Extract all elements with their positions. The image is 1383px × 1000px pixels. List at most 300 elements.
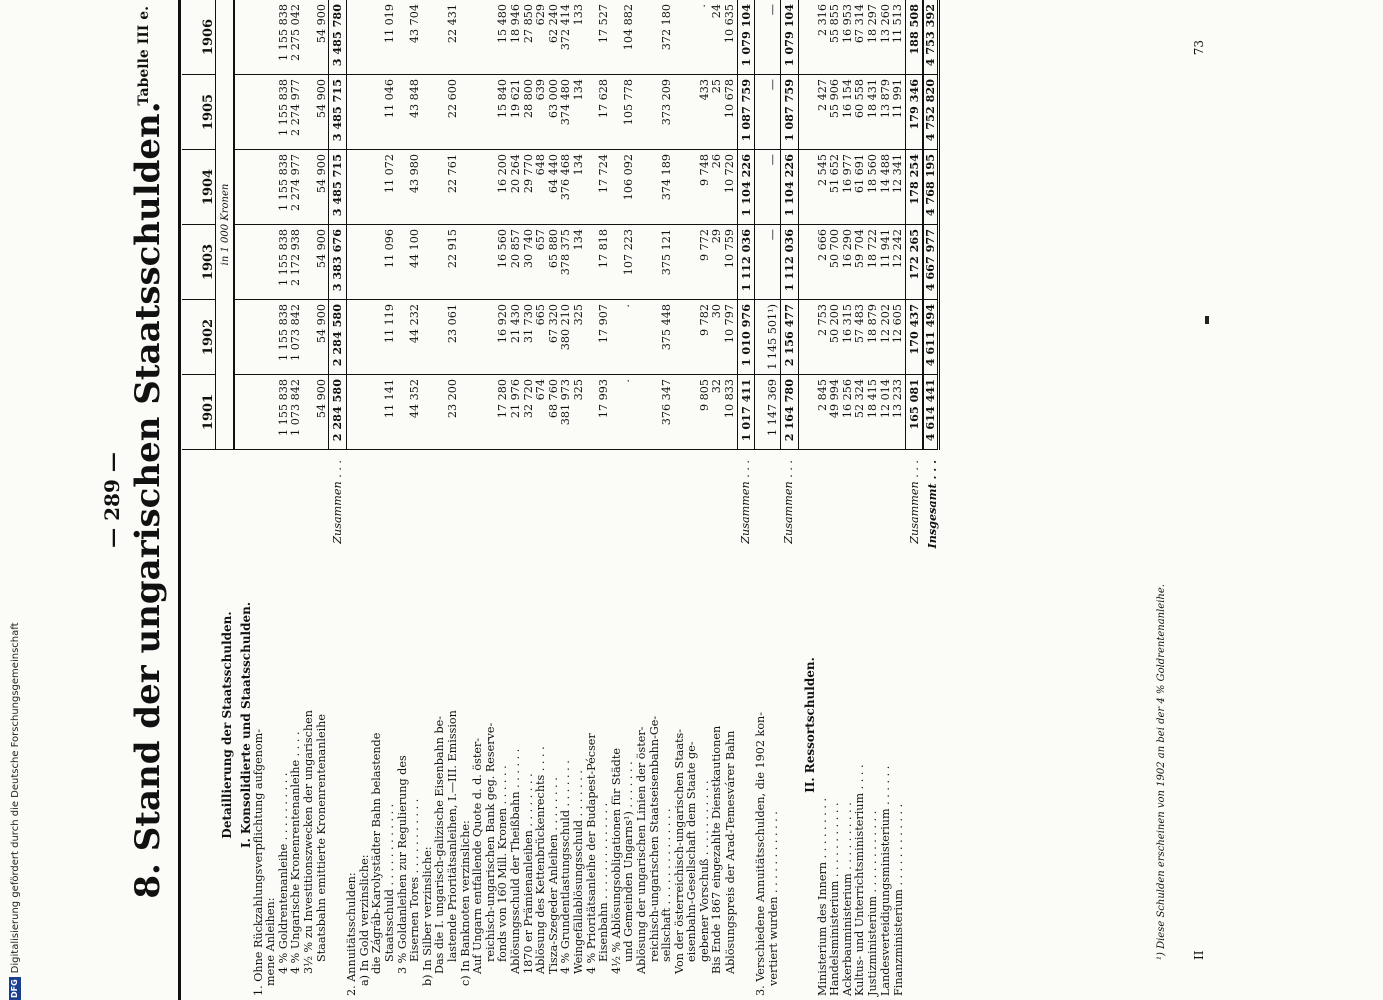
value-cell: 376 468 xyxy=(560,150,573,225)
row-label: Zusammen . . . xyxy=(329,450,347,1000)
value-cell: 30 740 xyxy=(523,225,536,300)
value-cell: 65 880 xyxy=(548,225,561,300)
value-cell: 11 991 xyxy=(892,75,905,150)
value-cell: 2 845 xyxy=(817,375,830,450)
value-cell: 16 256 xyxy=(842,375,855,450)
value-cell: 170 437 xyxy=(905,300,923,375)
value-cell: 16 290 xyxy=(842,225,855,300)
row-label: b) In Silber verzinsliche: xyxy=(422,450,435,1000)
value-cell: 178 254 xyxy=(905,150,923,225)
value-cell: 17 527 xyxy=(597,4,611,44)
table-row xyxy=(767,0,780,1000)
value-cell xyxy=(422,300,435,375)
value-cell: 374 189 xyxy=(661,150,674,225)
value-cell: 16 154 xyxy=(842,75,855,150)
value-cell xyxy=(472,225,485,300)
row-label: Landesverteidigungsministerium . . . . . . xyxy=(880,450,893,1000)
row-label: vertiert wurden . . . . . . . . . . . . xyxy=(767,450,780,1000)
value-cell xyxy=(303,375,316,450)
value-cell xyxy=(636,150,649,225)
value-cell: 1 155 838 xyxy=(278,375,291,450)
value-cell: 12 341 xyxy=(892,150,905,225)
corner-mark-left: II xyxy=(1192,950,1206,960)
value-cell: 375 448 xyxy=(661,300,674,375)
value-cell: 11 941 xyxy=(880,225,893,300)
row-label: 1870 er Prämienanleihen . . . . . . . . xyxy=(523,450,536,1000)
value-cell xyxy=(303,75,316,150)
row-label: I. Konsolidierte und Staatsschulden. xyxy=(234,450,253,1000)
value-cell: 59 704 xyxy=(854,225,867,300)
value-cell: 17 818 xyxy=(598,225,611,300)
row-label: Weingefällablösungsschuld . . . . . . . xyxy=(573,450,586,1000)
subtotal-row xyxy=(780,0,798,1000)
value-cell xyxy=(798,225,817,300)
value-cell: 1 104 226 xyxy=(780,150,798,225)
row-label: reichisch-ungarischen Bank geg. Reserve- xyxy=(485,450,498,1000)
value-cell: 3 485 715 xyxy=(329,75,347,150)
row-label: Justizministerium . . . . . . . . . . . . xyxy=(867,450,880,1000)
value-cell: 648 xyxy=(535,150,548,225)
value-cell xyxy=(234,0,253,75)
value-cell: 64 440 xyxy=(548,150,561,225)
value-cell xyxy=(460,375,473,450)
table-row xyxy=(409,0,422,1000)
value-cell: 1 017 411 xyxy=(737,375,755,450)
value-cell: · xyxy=(697,4,711,8)
value-cell: 4 768 195 xyxy=(923,150,938,225)
value-cell: 433 xyxy=(699,75,712,150)
column-header-year: 1904 xyxy=(182,150,216,225)
value-cell: 28 800 xyxy=(523,75,536,150)
value-cell xyxy=(265,0,278,75)
value-cell: 21 976 xyxy=(510,375,523,450)
value-cell xyxy=(303,150,316,225)
title-rule xyxy=(178,0,181,1000)
value-cell: 55 855 xyxy=(828,4,842,44)
value-cell: 105 778 xyxy=(623,75,636,150)
value-cell: — xyxy=(767,150,780,225)
value-cell xyxy=(472,300,485,375)
value-cell: 19 621 xyxy=(510,75,523,150)
row-label: Ministerium des Innern . . . . . . . . . xyxy=(817,450,830,1000)
value-cell xyxy=(422,375,435,450)
value-cell: 2 284 580 xyxy=(329,300,347,375)
subtotal-row xyxy=(905,0,923,1000)
row-label: a) In Gold verzinsliche: xyxy=(359,450,372,1000)
unit-label: in 1 000 Kronen xyxy=(216,0,234,450)
value-cell xyxy=(686,375,699,450)
value-cell xyxy=(422,0,435,75)
value-cell: 54 900 xyxy=(316,75,329,150)
value-cell xyxy=(798,375,817,450)
row-label: Zusammen . . . xyxy=(780,450,798,1000)
value-cell xyxy=(798,75,817,150)
row-label: Eisenbahn . . . . . . . . . . . . . . xyxy=(598,450,611,1000)
value-cell xyxy=(674,300,687,375)
value-cell: 17 628 xyxy=(598,75,611,150)
value-cell: 1 155 838 xyxy=(278,300,291,375)
row-label: 4 % Prioritätsanleihe der Budapest-Pécser xyxy=(586,450,599,1000)
value-cell: 2 274 977 xyxy=(290,150,303,225)
value-cell xyxy=(359,75,372,150)
value-cell: 172 265 xyxy=(905,225,923,300)
value-cell xyxy=(636,75,649,150)
value-cell: 104 882 xyxy=(622,4,636,51)
value-cell: 15 840 xyxy=(497,75,510,150)
row-label: Das die I. ungarisch-galizische Eisenbahn be- xyxy=(434,450,447,1000)
value-cell: 23 061 xyxy=(447,300,460,375)
value-cell: 179 346 xyxy=(905,75,923,150)
value-cell: 4 667 977 xyxy=(923,225,938,300)
value-cell xyxy=(686,150,699,225)
value-cell xyxy=(359,300,372,375)
row-label: 1. Ohne Rückzahlungsverpflichtung aufgenom- xyxy=(253,450,266,1000)
value-cell: 629 xyxy=(534,4,548,26)
value-cell: 16 560 xyxy=(497,225,510,300)
column-header-year: 1901 xyxy=(182,375,216,450)
value-cell xyxy=(798,150,817,225)
row-label: Kultus- und Unterrichtsministerium . . . . xyxy=(854,450,867,1000)
value-cell: 18 297 xyxy=(866,4,879,44)
table-row xyxy=(346,0,359,1000)
value-cell: 106 092 xyxy=(623,150,636,225)
row-label: Zusammen . . . xyxy=(737,450,755,1000)
page-title: 8. Stand der ungarischen Staatsschulden. xyxy=(128,101,168,899)
value-cell: 4 614 441 xyxy=(923,375,938,450)
value-cell: 2 666 xyxy=(817,225,830,300)
value-cell: 2 156 477 xyxy=(780,300,798,375)
row-label: und Gemeinden Ungarns¹) . . . . . . . xyxy=(623,450,636,1000)
value-cell: 4 611 494 xyxy=(923,300,938,375)
value-cell: 54 900 xyxy=(314,4,328,44)
value-cell xyxy=(472,0,485,75)
value-cell: 165 081 xyxy=(905,375,923,450)
corner-mark-right: 73 xyxy=(1192,40,1206,56)
row-label: 2. Annuitätsschulden: xyxy=(346,450,359,1000)
table-row xyxy=(472,0,485,1000)
footnote: ¹) Diese Schulden erscheinen von 1902 an bei der 4 % Goldrentenanleihe. xyxy=(1156,584,1167,960)
value-cell xyxy=(460,225,473,300)
value-cell: 134 xyxy=(573,150,586,225)
value-cell xyxy=(422,225,435,300)
value-cell: 11 119 xyxy=(384,300,397,375)
value-cell: 4 752 820 xyxy=(923,75,938,150)
table-row xyxy=(711,0,724,1000)
value-cell: 27 850 xyxy=(521,4,535,44)
dfg-logo: DFG xyxy=(10,979,19,998)
value-cell: 50 700 xyxy=(829,225,842,300)
value-cell: 10 678 xyxy=(724,75,737,150)
table-row xyxy=(829,0,842,1000)
row-label: Staatsschuld . . . . . . . . . . . . xyxy=(384,450,397,1000)
value-cell xyxy=(346,150,359,225)
value-cell: 10 720 xyxy=(724,150,737,225)
value-cell: 1 145 501¹) xyxy=(767,300,780,375)
value-cell: 2 427 xyxy=(817,75,830,150)
value-cell xyxy=(686,75,699,150)
value-cell: 18 415 xyxy=(867,375,880,450)
table-body xyxy=(234,0,938,1000)
value-cell: 29 770 xyxy=(523,150,536,225)
table-row xyxy=(892,0,905,1000)
value-cell: 43 704 xyxy=(408,4,422,44)
value-cell xyxy=(472,150,485,225)
value-cell: 1 079 104 xyxy=(737,0,755,75)
value-cell xyxy=(422,75,435,150)
value-cell xyxy=(611,300,624,375)
row-label: eisenbahn-Gesellschaft dem Staate ge- xyxy=(686,450,699,1000)
value-cell: 133 xyxy=(571,4,585,26)
value-cell: 61 691 xyxy=(854,150,867,225)
table-row xyxy=(636,0,649,1000)
value-cell: 20 264 xyxy=(510,150,523,225)
value-cell xyxy=(674,0,687,75)
value-cell: 13 260 xyxy=(878,4,892,44)
debt-table xyxy=(182,0,940,1000)
value-cell: 10 635 xyxy=(723,4,737,44)
value-cell: 17 724 xyxy=(598,150,611,225)
value-cell: 14 488 xyxy=(880,150,893,225)
value-cell: 17 993 xyxy=(598,375,611,450)
value-cell xyxy=(636,375,649,450)
value-cell: 60 558 xyxy=(854,75,867,150)
value-cell: 12 242 xyxy=(892,225,905,300)
value-cell xyxy=(346,75,359,150)
row-label: lastende Prioritätsanleihen, I.—III. Emission xyxy=(447,450,460,1000)
value-cell: 50 200 xyxy=(829,300,842,375)
value-cell xyxy=(346,375,359,450)
value-cell xyxy=(798,300,817,375)
value-cell: 49 994 xyxy=(829,375,842,450)
table-row xyxy=(573,0,586,1000)
row-label: Finanzministerium . . . . . . . . . . . . xyxy=(892,450,905,1000)
value-cell: 372 180 xyxy=(660,4,674,51)
value-cell: 11 072 xyxy=(384,150,397,225)
value-cell: 32 720 xyxy=(523,375,536,450)
value-cell xyxy=(303,0,316,75)
value-cell xyxy=(303,300,316,375)
value-cell: 1 155 838 xyxy=(278,150,291,225)
value-cell: 665 xyxy=(535,300,548,375)
value-cell: 18 431 xyxy=(867,75,880,150)
value-cell xyxy=(674,75,687,150)
value-cell: 2 316 xyxy=(815,4,829,37)
value-cell: 17 280 xyxy=(497,375,510,450)
value-cell xyxy=(253,375,266,450)
table-row xyxy=(535,0,548,1000)
value-cell: 639 xyxy=(535,75,548,150)
value-cell xyxy=(265,375,278,450)
row-label: Handelsministerium . . . . . . . . . . . xyxy=(829,450,842,1000)
value-cell xyxy=(346,225,359,300)
table-row xyxy=(303,0,316,1000)
value-cell xyxy=(234,75,253,150)
value-cell: 17 907 xyxy=(598,300,611,375)
value-cell: 1 073 842 xyxy=(290,300,303,375)
value-cell xyxy=(303,225,316,300)
value-cell: 3 485 780 xyxy=(329,0,347,75)
row-label: Tisza-Szegeder Anleihen . . . . . . . . xyxy=(548,450,561,1000)
value-cell: 2 172 938 xyxy=(290,225,303,300)
row-label: Ablösung der ungarischen Linien der öster- xyxy=(636,450,649,1000)
value-cell: 24 xyxy=(710,4,724,19)
value-cell: 3 485 715 xyxy=(329,150,347,225)
value-cell xyxy=(460,0,473,75)
value-cell: 9 805 xyxy=(699,375,712,450)
value-cell xyxy=(253,225,266,300)
digitization-credit-text: Digitalisierung gefördert durch die Deutsche Forschungsgemeinschaft xyxy=(10,622,21,974)
value-cell: 2 274 977 xyxy=(290,75,303,150)
value-cell xyxy=(359,0,372,75)
value-cell: 1 155 838 xyxy=(278,225,291,300)
row-label: 3. Verschiedene Annuitätsschulden, die 1902 kon- xyxy=(755,450,768,1000)
value-cell xyxy=(798,0,817,75)
value-cell: 4 753 392 xyxy=(923,0,938,75)
value-cell: 23 200 xyxy=(447,375,460,450)
value-cell: 2 275 042 xyxy=(289,4,303,61)
table-row xyxy=(598,0,611,1000)
value-cell xyxy=(234,375,253,450)
value-cell: 11 141 xyxy=(384,375,397,450)
value-cell xyxy=(253,150,266,225)
value-cell: 1 087 759 xyxy=(737,75,755,150)
value-cell: 54 900 xyxy=(316,300,329,375)
row-label: 4 % Ungarische Kronenrentenanleihe . . . . xyxy=(290,450,303,1000)
value-cell xyxy=(234,300,253,375)
rotated-page xyxy=(92,0,1242,1000)
value-cell: 22 600 xyxy=(447,75,460,150)
value-cell: 188 508 xyxy=(905,0,923,75)
value-cell xyxy=(674,375,687,450)
value-cell: 43 848 xyxy=(409,75,422,150)
table-row xyxy=(316,0,329,1000)
section-heading-row xyxy=(798,0,817,1000)
value-cell: · xyxy=(623,300,636,375)
value-cell: 68 760 xyxy=(548,375,561,450)
subtotal-row xyxy=(329,0,347,1000)
value-cell: 1 147 369 xyxy=(767,375,780,450)
value-cell xyxy=(472,375,485,450)
value-cell: 1 087 759 xyxy=(780,75,798,150)
value-cell: 9 772 xyxy=(699,225,712,300)
table-row xyxy=(867,0,880,1000)
value-cell: 10 759 xyxy=(724,225,737,300)
table-row xyxy=(661,0,674,1000)
value-cell xyxy=(265,150,278,225)
value-cell: 1 155 838 xyxy=(276,4,290,61)
row-label: Von der österreichisch-ungarischen Staats- xyxy=(674,450,687,1000)
table-label: Tabelle III e. xyxy=(136,6,152,106)
section-heading-row xyxy=(234,0,253,1000)
value-cell: 52 324 xyxy=(854,375,867,450)
value-cell xyxy=(686,300,699,375)
value-cell: 25 xyxy=(711,75,724,150)
table-row xyxy=(384,0,397,1000)
value-cell: 55 906 xyxy=(829,75,842,150)
value-cell: 325 xyxy=(573,375,586,450)
grand-total-row xyxy=(923,0,938,1000)
value-cell: 657 xyxy=(535,225,548,300)
value-cell: 18 946 xyxy=(508,4,522,44)
value-cell xyxy=(611,375,624,450)
value-cell: 67 320 xyxy=(548,300,561,375)
value-cell: 12 605 xyxy=(892,300,905,375)
value-cell: 380 210 xyxy=(560,300,573,375)
row-label: c) In Banknoten verzinsliche: xyxy=(460,450,473,1000)
value-cell xyxy=(686,225,699,300)
value-cell xyxy=(636,300,649,375)
row-label: Zusammen . . . xyxy=(905,450,923,1000)
value-cell xyxy=(359,375,372,450)
value-cell: 11 096 xyxy=(384,225,397,300)
value-cell: 16 977 xyxy=(842,150,855,225)
value-cell xyxy=(636,225,649,300)
value-cell: 1 112 036 xyxy=(737,225,755,300)
table-row xyxy=(265,0,278,1000)
value-cell: 1 104 226 xyxy=(737,150,755,225)
value-cell: 12 202 xyxy=(880,300,893,375)
value-cell: 32 xyxy=(711,375,724,450)
subtotal-row xyxy=(737,0,755,1000)
value-cell: 16 315 xyxy=(842,300,855,375)
row-label: Eisernen Tores . . . . . . . . . . . xyxy=(409,450,422,1000)
value-cell: — xyxy=(767,225,780,300)
row-label: Bis Ende 1867 eingezahlte Dienstkautionen xyxy=(711,450,724,1000)
column-header-description: Detaillierung der Staatsschulden. xyxy=(182,450,234,1000)
value-cell: 2 284 580 xyxy=(329,375,347,450)
row-label: 3 % Goldanleihen zur Regulierung des xyxy=(397,450,410,1000)
column-header-year: 1902 xyxy=(182,300,216,375)
column-header-year: 1905 xyxy=(182,75,216,150)
value-cell: 16 920 xyxy=(497,300,510,375)
value-cell: 325 xyxy=(573,300,586,375)
value-cell: 26 xyxy=(711,150,724,225)
table-row xyxy=(880,0,893,1000)
row-label: 3½ % zu Investitionszwecken der ungarischen xyxy=(303,450,316,1000)
value-cell: 29 xyxy=(711,225,724,300)
value-cell: 134 xyxy=(573,75,586,150)
value-cell: 13 233 xyxy=(892,375,905,450)
value-cell: 15 480 xyxy=(496,4,510,44)
value-cell: 375 121 xyxy=(661,225,674,300)
value-cell: 10 797 xyxy=(724,300,737,375)
value-cell xyxy=(253,0,266,75)
row-label: 4 % Grundentlastungsschuld . . . . . . . xyxy=(560,450,573,1000)
value-cell xyxy=(234,150,253,225)
row-label: die Zágráb-Karolystädter Bahn belastende xyxy=(371,450,384,1000)
row-label: Ablösungsschuld der Theißbahn . . . . . . xyxy=(510,450,523,1000)
value-cell: 54 900 xyxy=(316,150,329,225)
value-cell xyxy=(636,0,649,75)
value-cell: 12 014 xyxy=(880,375,893,450)
value-cell: 1 112 036 xyxy=(780,225,798,300)
value-cell: 30 xyxy=(711,300,724,375)
value-cell xyxy=(359,225,372,300)
value-cell: 22 761 xyxy=(447,150,460,225)
value-cell xyxy=(674,150,687,225)
value-cell xyxy=(674,225,687,300)
value-cell xyxy=(460,150,473,225)
row-label: Staatsbahn emittierte Kronenrentenanleihe xyxy=(316,450,329,1000)
row-label: 4 % Goldrentenanleihe . . . . . . . . . . xyxy=(278,450,291,1000)
row-label: Insgesamt . . . xyxy=(923,450,938,1000)
value-cell xyxy=(253,75,266,150)
value-cell xyxy=(253,300,266,375)
value-cell: 381 973 xyxy=(560,375,573,450)
row-label: reichisch-ungarischen Staatseisenbahn-Ge- xyxy=(649,450,662,1000)
value-cell: 9 782 xyxy=(699,300,712,375)
value-cell: 11 046 xyxy=(384,75,397,150)
